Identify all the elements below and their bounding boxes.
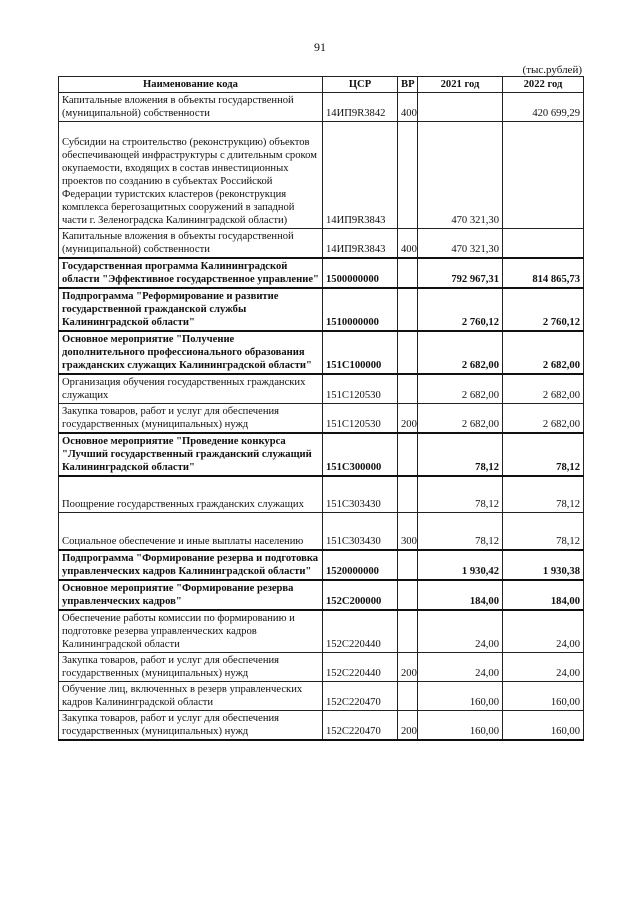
row-name: Организация обучения государственных гражданских служащих	[59, 374, 323, 404]
row-vr	[398, 550, 418, 580]
table-row	[59, 433, 584, 476]
table-row	[59, 580, 584, 610]
table-row	[59, 610, 584, 653]
row-name: Закупка товаров, работ и услуг для обеспечения государственных (муниципальных) нужд	[59, 653, 323, 682]
row-csr: 1510000000	[323, 288, 398, 331]
row-name: Социальное обеспечение и иные выплаты населению	[59, 512, 323, 550]
row-csr: 152С220470	[323, 711, 398, 741]
row-2021	[418, 93, 503, 122]
table-row	[59, 682, 584, 711]
row-name: Обеспечение работы комиссии по формированию и подготовке резерва управленческих кадров Калининградской области	[59, 610, 323, 653]
row-vr: 200	[398, 404, 418, 434]
row-vr	[398, 122, 418, 229]
row-2022: 24,00	[503, 610, 584, 653]
row-csr: 151С120530	[323, 374, 398, 404]
row-vr	[398, 331, 418, 374]
row-2022: 2 682,00	[503, 404, 584, 434]
row-vr: 200	[398, 711, 418, 741]
row-2022	[503, 122, 584, 229]
row-2021: 78,12	[418, 512, 503, 550]
row-name: Основное мероприятие "Получение дополнительного профессионального образования гражданских служащих Калининградской области"	[59, 331, 323, 374]
row-2022: 2 682,00	[503, 374, 584, 404]
row-csr: 151С100000	[323, 331, 398, 374]
row-2021: 184,00	[418, 580, 503, 610]
table-row	[59, 476, 584, 512]
row-name: Закупка товаров, работ и услуг для обеспечения государственных (муниципальных) нужд	[59, 711, 323, 741]
row-csr: 151С300000	[323, 433, 398, 476]
table-row	[59, 653, 584, 682]
row-name: Обучение лиц, включенных в резерв управленческих кадров Калининградской области	[59, 682, 323, 711]
row-vr: 300	[398, 512, 418, 550]
row-vr	[398, 288, 418, 331]
row-2022: 184,00	[503, 580, 584, 610]
row-csr: 14ИП9R3843	[323, 229, 398, 259]
table-row	[59, 512, 584, 550]
table-row	[59, 550, 584, 580]
row-csr: 152С220440	[323, 653, 398, 682]
row-vr	[398, 374, 418, 404]
row-name: Закупка товаров, работ и услуг для обеспечения государственных (муниципальных) нужд	[59, 404, 323, 434]
row-2022: 420 699,29	[503, 93, 584, 122]
table-row	[59, 258, 584, 288]
header-csr: ЦСР	[323, 77, 398, 93]
table-row	[59, 374, 584, 404]
row-2021: 470 321,30	[418, 122, 503, 229]
row-csr: 14ИП9R3842	[323, 93, 398, 122]
row-2021: 2 760,12	[418, 288, 503, 331]
table-header-row	[59, 77, 584, 93]
row-vr	[398, 682, 418, 711]
header-2022: 2022 год	[503, 77, 584, 93]
row-vr	[398, 258, 418, 288]
table-row	[59, 288, 584, 331]
row-2022: 814 865,73	[503, 258, 584, 288]
row-name: Капитальные вложения в объекты государственной (муниципальной) собственности	[59, 93, 323, 122]
row-csr: 1520000000	[323, 550, 398, 580]
row-csr: 151С303430	[323, 512, 398, 550]
row-vr: 200	[398, 653, 418, 682]
row-vr: 400	[398, 229, 418, 259]
row-2021: 160,00	[418, 711, 503, 741]
row-2022: 24,00	[503, 653, 584, 682]
row-2022: 78,12	[503, 433, 584, 476]
row-csr: 152С200000	[323, 580, 398, 610]
row-name: Поощрение государственных гражданских служащих	[59, 476, 323, 512]
row-csr: 1500000000	[323, 258, 398, 288]
row-2022: 2 682,00	[503, 331, 584, 374]
row-vr: 400	[398, 93, 418, 122]
row-2022: 2 760,12	[503, 288, 584, 331]
row-name: Основное мероприятие "Формирование резерва управленческих кадров"	[59, 580, 323, 610]
budget-table	[58, 76, 584, 741]
row-csr: 152С220470	[323, 682, 398, 711]
row-csr: 151С120530	[323, 404, 398, 434]
header-vr: ВР	[398, 77, 418, 93]
header-2021: 2021 год	[418, 77, 503, 93]
row-2021: 78,12	[418, 433, 503, 476]
row-vr	[398, 476, 418, 512]
table-row	[59, 229, 584, 259]
row-vr	[398, 433, 418, 476]
row-2021: 792 967,31	[418, 258, 503, 288]
row-2021: 1 930,42	[418, 550, 503, 580]
row-vr	[398, 580, 418, 610]
row-2021: 24,00	[418, 610, 503, 653]
row-name: Подпрограмма "Реформирование и развитие государственной гражданской службы Калининградской области"	[59, 288, 323, 331]
table-row	[59, 711, 584, 741]
row-vr	[398, 610, 418, 653]
row-csr: 152С220440	[323, 610, 398, 653]
row-2021: 78,12	[418, 476, 503, 512]
header-name: Наименование кода	[59, 77, 323, 93]
row-2021: 24,00	[418, 653, 503, 682]
row-2021: 2 682,00	[418, 374, 503, 404]
table-row	[59, 122, 584, 229]
row-2022	[503, 229, 584, 259]
table-row	[59, 404, 584, 434]
row-2022: 160,00	[503, 682, 584, 711]
page-number: 91	[314, 40, 326, 54]
row-name: Государственная программа Калининградской области "Эффективное государственное управление"	[59, 258, 323, 288]
row-2021: 470 321,30	[418, 229, 503, 259]
units-label: (тыс.рублей)	[522, 64, 582, 76]
row-2021: 160,00	[418, 682, 503, 711]
row-2022: 78,12	[503, 476, 584, 512]
row-2022: 160,00	[503, 711, 584, 741]
row-name: Субсидии на строительство (реконструкцию) объектов обеспечивающей инфраструктуры с длительным сроком окупаемости, входящих в состав инвестиционных проектов по созданию в субъектах Российской Федерации туристских кластеров (реконструкция комплекса берегозащитных сооружений в западной части г. Зеленоградска Калининградской области)	[59, 122, 323, 229]
table-row	[59, 93, 584, 122]
row-name: Подпрограмма "Формирование резерва и подготовка управленческих кадров Калининградской области"	[59, 550, 323, 580]
row-name: Капитальные вложения в объекты государственной (муниципальной) собственности	[59, 229, 323, 259]
row-name: Основное мероприятие "Проведение конкурса "Лучший государственный гражданский служащий Калининградской области"	[59, 433, 323, 476]
row-csr: 14ИП9R3843	[323, 122, 398, 229]
row-2021: 2 682,00	[418, 331, 503, 374]
row-2022: 1 930,38	[503, 550, 584, 580]
row-2022: 78,12	[503, 512, 584, 550]
row-csr: 151С303430	[323, 476, 398, 512]
row-2021: 2 682,00	[418, 404, 503, 434]
table-row	[59, 331, 584, 374]
